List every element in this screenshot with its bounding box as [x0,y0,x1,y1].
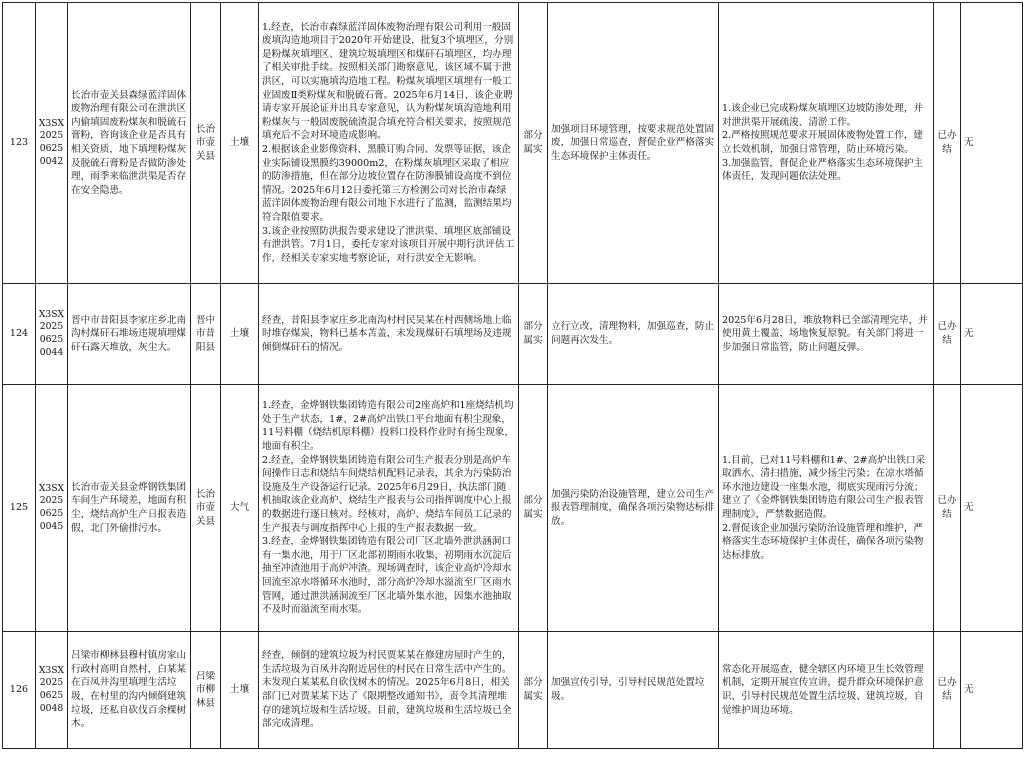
rectification-result [719,284,934,385]
rectification-result [719,3,934,284]
complaint-table [2,2,1023,749]
complaint-content: 长治市壶关县森绿蓝洋固体废物治理有限公司在泄洪区内偷填固废粉煤灰和脱硫石膏粉，咨询该企业是否具有相关资质，地下填埋粉煤灰及脱硫石膏粉是否做防渗处理，雨季来临泄洪渠是否存在安全隐患。 [68,3,191,284]
investigation-findings [259,632,519,749]
verification-result: 部分属实 [519,385,548,632]
finding-paragraph: 3.该企业按照防洪报告要求建设了泄洪渠、填埋区底部铺设有泄洪管。7月1日，委托专家对该项目开展中期行洪评估工作，经相关专家实地考察论证，对行洪安全无影响。 [262,225,515,264]
handling-measures: 加强宣传引导，引导村民规范处置垃圾。 [548,632,719,749]
case-status: 已办结 [934,3,961,284]
case-status: 已办结 [934,632,961,749]
table-row [3,3,1023,284]
finding-paragraph: 2.经查，金烨钢铁集团铸造有限公司生产报表分别是高炉车间操作日志和烧结车间烧结机配料记录表，其余为污染防治设施及生产设备运行记录。2025年6月29日，执法部门随机抽取该企业高炉、烧结生产报表与公司指挥调度中心上报的数据进行逐日核对。经核对，高炉、烧结车间员工记录的生产报表与调度指挥中心上报的生产报表数据一致。 [262,454,512,534]
verification-result: 部分属实 [519,3,548,284]
administrative-region: 吕梁市柳林县 [191,632,221,749]
verification-result: 部分属实 [519,284,548,385]
finding-paragraph: 经查，昔阳县李家庄乡北南沟村村民吴某在村西侧场地上临时堆存煤炭，物料已基本苫盖，未发现煤矸石填埋场及违规倾倒煤矸石的情况。 [262,314,512,353]
pollution-type: 土壤 [221,3,259,284]
result-paragraph: 2.严格按照规范要求开展固体废物处置工作，建立长效机制，加强日常管理，防止环境污染。 [722,130,924,155]
case-code: X3SX202506250042 [36,3,68,284]
result-paragraph: 1.该企业已完成粉煤灰填埋区边坡防渗处理，并对泄洪渠开展疏浚、清淤工作。 [722,103,924,128]
accountability: 无 [961,632,1023,749]
investigation-findings [259,3,519,284]
administrative-region: 长治市壶关县 [191,385,221,632]
result-paragraph: 2025年6月28日，堆放物料已全部清理完毕，并使用黄土覆盖，场地恢复原貌。有关部门将进一步加强日常监管，防止问题反弹。 [722,314,928,353]
handling-measures: 加强项目环境管理，按要求规范处置固废，加强日常巡查，督促企业严格落实生态环境保护主体责任。 [548,3,719,284]
result-paragraph: 1.目前，已对11号料棚和1#、2#高炉出铁口采取洒水、清扫措施，减少扬尘污染；在凉水塔循环水池边建设一座集水池，彻底实现雨污分流；建立了《金烨钢铁集团铸造有限公司生产报表管理制度》，严禁数据造假。 [722,454,926,520]
row-number: 123 [3,3,36,284]
verification-result: 部分属实 [519,632,548,749]
table-row [3,632,1023,749]
result-paragraph: 2.督促该企业加强污染防治设施管理和维护，严格落实生态环境保护主体责任，确保各项污染物达标排放。 [722,522,924,561]
row-number: 126 [3,632,36,749]
case-status: 已办结 [934,284,961,385]
case-code: X3SX202506250044 [36,284,68,385]
pollution-type: 土壤 [221,632,259,749]
row-number: 124 [3,284,36,385]
rectification-result [719,632,934,749]
rectification-result [719,385,934,632]
case-code: X3SX202506250048 [36,632,68,749]
accountability: 无 [961,3,1023,284]
complaint-content: 晋中市昔阳县李家庄乡北南沟村煤矸石堆场违规填埋煤矸石露天堆放，灰尘大。 [68,284,191,385]
accountability: 无 [961,385,1023,632]
investigation-findings [259,385,519,632]
accountability: 无 [961,284,1023,385]
table-row [3,385,1023,632]
finding-paragraph: 1.经查，金烨钢铁集团铸造有限公司2座高炉和1座烧结机均处于生产状态，1#、2#高炉出铁口平台地面有积尘现象，11号料棚（烧结机原料棚）投料口投料作业时有扬尘现象，地面有积尘。 [262,400,515,453]
case-code: X3SX202506250045 [36,385,68,632]
investigation-findings [259,284,519,385]
finding-paragraph: 2.根据该企业影像资料、黑膜订购合同、发票等证据，该企业实际铺设黑膜约39000m2，在粉煤灰填埋区采取了相应的防渗措施，但在部分边坡位置存在防渗膜铺设高度不到位情况。2025年6月12日委托第三方检测公司对长治市森绿蓝洋固体废物治理有限公司地下水进行了监测，监测结果均符合限值要求。 [262,144,512,223]
handling-measures: 立行立改，清理物料，加强巡查，防止问题再次发生。 [548,284,719,385]
finding-paragraph: 3.经查，金烨钢铁集团铸造有限公司厂区北墙外泄洪涵洞口有一集水池，用于厂区北部初期雨水收集，初期雨水沉淀后抽至冲渣池用于高炉冲渣。现场调查时，该企业高炉冷却水回流至凉水塔循环水池时，部分高炉冷却水溢流至厂区雨水管网，通过泄洪涵洞流至厂区北墙外集水池，因集水池抽取不及时而溢流至雨水渠。 [262,536,512,616]
handling-measures: 加强污染防治设施管理，建立公司生产报表管理制度，确保各项污染物达标排放。 [548,385,719,632]
complaint-content: 长治市壶关县金烨钢铁集团车间生产环境差，地面有积尘，烧结高炉生产日报表造假，北门外偷排污水。 [68,385,191,632]
complaint-content: 吕梁市柳林县穆村镇房家山行政村高明自然村，白某某在百凤井沟里填埋生活垃圾，在村里的沟内倾倒建筑垃圾，还私自砍伐百余棵树木。 [68,632,191,749]
finding-paragraph: 经查，倾倒的建筑垃圾为村民贾某某在修建房屋时产生的，生活垃圾为百凤井沟附近居住的村民在日常生活中产生的。未发现白某某私自砍伐树木的情况。2025年6月8日，相关部门已对贾某某下达了《限期整改通知书》，责令其清理堆存的建筑垃圾和生活垃圾。目前，建筑垃圾和生活垃圾已全部完成清理。 [262,650,512,730]
result-paragraph: 3.加强监管，督促企业严格落实生态环境保护主体责任，发现问题依法处理。 [722,157,924,183]
result-paragraph: 常态化开展巡查，健全辖区内环境卫生长效管理机制，定期开展宣传宣讲，提升群众环境保护意识，引导村民规范处置生活垃圾、建筑垃圾，自觉维护周边环境。 [722,663,924,716]
pollution-type: 大气 [221,385,259,632]
finding-paragraph: 1.经查，长治市森绿蓝洋固体废物治理有限公司利用一般固废填沟造地项目于2020年开始建设，批复3个填埋区，分别是粉煤灰填埋区、建筑垃圾填埋区和煤矸石填埋区，均办理了相关审批手续。按照相关部门勘察意见，该区域不属于泄洪区，可以实施填沟造地工程。粉煤灰填埋区填埋有一般工业固废Ⅱ类粉煤灰和脱硫石膏。2025年6月14日，该企业聘请专家开展论证并出具专家意见，认为粉煤灰填沟造地利用粉煤灰与一般固废脱硫渣混合填充符合相关要求，按照规范填充后不会对环境造成影响。 [262,21,514,142]
row-number: 125 [3,385,36,632]
administrative-region: 长治市壶关县 [191,3,221,284]
administrative-region: 晋中市昔阳县 [191,284,221,385]
case-status: 已办结 [934,385,961,632]
pollution-type: 土壤 [221,284,259,385]
table-row [3,284,1023,385]
